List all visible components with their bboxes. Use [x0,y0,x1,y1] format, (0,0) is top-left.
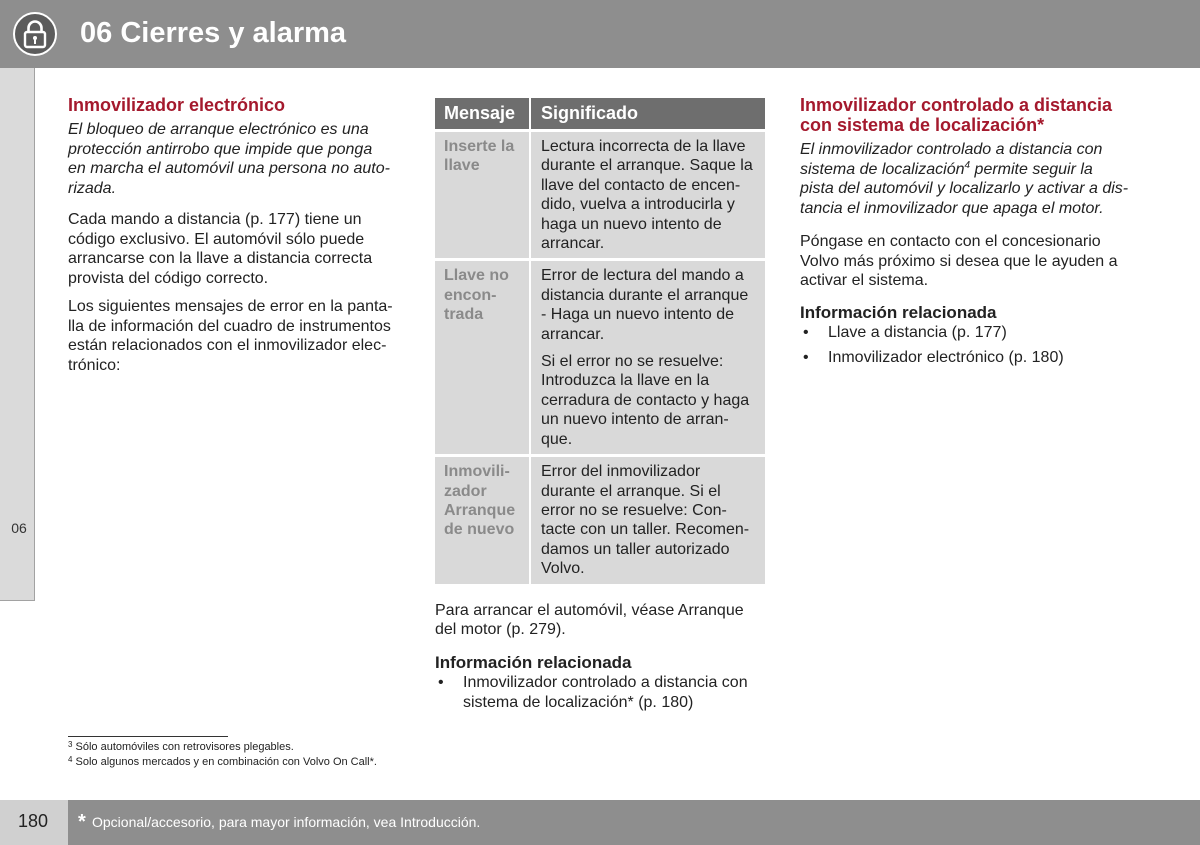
paragraph-line: código exclusivo. El automóvil sólo puede [68,230,365,248]
table-cell-message [435,457,529,583]
table-cell-message [435,261,529,454]
meaning-line: Si el error no se resuelve: [541,353,724,371]
remote-immobilizer-intro [800,140,1128,218]
table-cell-meaning [531,132,765,258]
immobilizer-intro [68,120,390,198]
footnote [68,740,294,755]
list-item-text [463,673,748,712]
message-line: zador [444,482,487,500]
meaning-paragraph [541,266,765,344]
meaning-line: durante el arranque. Saque la [541,157,753,175]
paragraph-line: trónico: [68,356,121,374]
meaning-line: Error de lectura del mando a [541,267,744,285]
meaning-paragraph [541,137,765,253]
intro-line [800,160,1128,180]
section-heading-remote-immobilizer [800,95,1112,135]
bullet-marker: • [803,324,809,341]
related-info-heading: Información relacionada [435,653,632,672]
message-line: Llave no [444,267,509,285]
related-info-heading: Información relacionada [800,303,997,322]
related-info-list [435,673,775,713]
paragraph-line: Para arrancar el automóvil, véase Arranque [435,602,744,619]
footnote-number: 3 [68,740,73,749]
footnote [68,755,377,770]
footnote-reference: 4 [964,159,971,171]
paragraph-line: activar el sistema. [800,272,929,289]
message-line: Inmovili- [444,463,510,481]
meaning-line: cerradura de contacto y haga [541,391,750,409]
optional-asterisk: * [78,811,86,833]
footnote-divider [68,736,228,737]
intro-text: sistema de localización [800,160,965,178]
footer-note: Opcional/accesorio, para mayor información, vea Introducción. [92,814,481,830]
paragraph-line: arrancarse con la llave a distancia correcta [68,250,373,267]
message-line: llave [444,157,480,175]
meaning-line: haga un nuevo intento de [541,215,722,233]
list-item-text: Llave a distancia (p. 177) [828,324,1007,341]
intro-line: protección antirrobo que impide que ponga [68,140,373,158]
section-heading-immobilizer: Inmovilizador electrónico [68,95,286,115]
meaning-line: Volvo. [541,560,585,578]
page-number: 180 [17,811,49,831]
message-line: trada [444,306,484,324]
paragraph-line: provista del código correcto. [68,269,269,287]
meaning-line: Lectura incorrecta de la llave [541,138,746,155]
paragraph-line: Los siguientes mensajes de error en la panta- [68,298,393,315]
message-line: Inserte la [444,138,515,155]
bullet-marker: • [438,674,444,691]
intro-line: rizada. [68,179,117,197]
meaning-line: arrancar. [541,325,605,343]
meaning-line: distancia durante el arranque [541,286,749,304]
paragraph-line: están relacionados con el inmovilizador elec- [68,337,387,354]
table-cell-message [435,132,529,258]
message-line: encon- [444,286,497,304]
meaning-line: damos un taller autorizado [541,540,730,558]
error-messages-paragraph [68,297,393,375]
bullet-marker: • [803,349,809,366]
list-item-text: Inmovilizador electrónico (p. 180) [828,349,1064,366]
chapter-side-tab [0,68,35,601]
paragraph-line: Póngase en contacto con el concesionario [800,233,1101,250]
page-number-box [0,800,68,845]
chapter-tab-label: 06 [11,520,27,536]
meaning-line: durante el arranque. Si el [541,482,721,500]
table-header-meaning: Significado [531,98,765,129]
meaning-line: error no se resuelve: Con- [541,501,727,519]
start-engine-paragraph [435,601,744,640]
meaning-line: llave del contacto de encen- [541,176,741,194]
table-cell-meaning [531,261,765,454]
meaning-line: dido, vuelva a introducirla y [541,196,735,214]
meaning-line: un nuevo intento de arran- [541,411,729,429]
footnote-text: Solo algunos mercados y en combinación con Volvo On Call*. [75,756,377,768]
heading-line: Inmovilizador controlado a distancia [800,95,1113,115]
table-header-message: Mensaje [435,98,529,129]
intro-line: El inmovilizador controlado a distancia con [800,141,1103,158]
footnote-text: Sólo automóviles con retrovisores plegables. [75,741,294,753]
dealer-contact-paragraph [800,232,1118,291]
meaning-line: arrancar. [541,235,605,253]
meaning-line: - Haga un nuevo intento de [541,306,735,324]
paragraph-line: del motor (p. 279). [435,621,566,639]
message-line: de nuevo [444,521,515,539]
list-item-line: Inmovilizador controlado a distancia con [463,674,748,691]
error-message-table [435,98,765,584]
related-info-list [800,323,1140,373]
table-cell-meaning [531,457,765,583]
meaning-line: que. [541,430,573,448]
paragraph-line: Cada mando a distancia (p. 177) tiene un [68,211,362,228]
footnote-number: 4 [68,755,73,764]
page-footer [0,800,1200,845]
paragraph-line: Volvo más próximo si desea que le ayuden a [800,252,1118,270]
intro-line: en marcha el automóvil una persona no auto- [68,160,390,177]
chapter-title: 06 Cierres y alarma [80,17,347,49]
meaning-paragraph [541,462,765,578]
lock-icon [12,11,58,57]
meaning-line: Introduzca la llave en la [541,372,710,390]
paragraph-line: lla de información del cuadro de instrumentos [68,317,391,335]
intro-line: tancia el inmovilizador que apaga el motor. [800,199,1104,217]
intro-text: permite seguir la [970,160,1093,178]
message-line: Arranque [444,501,516,519]
meaning-paragraph [541,352,765,449]
heading-line: con sistema de localización* [800,115,1045,135]
chapter-header-bar [0,0,1200,68]
list-item-line: sistema de localización* (p. 180) [463,693,694,711]
remote-code-paragraph [68,210,372,288]
intro-line: pista del automóvil y localizarlo y activar a dis- [800,180,1129,198]
meaning-line: tacte con un taller. Recomen- [541,521,750,539]
meaning-line: Error del inmovilizador [541,463,701,481]
intro-line: El bloqueo de arranque electrónico es una [68,121,369,138]
